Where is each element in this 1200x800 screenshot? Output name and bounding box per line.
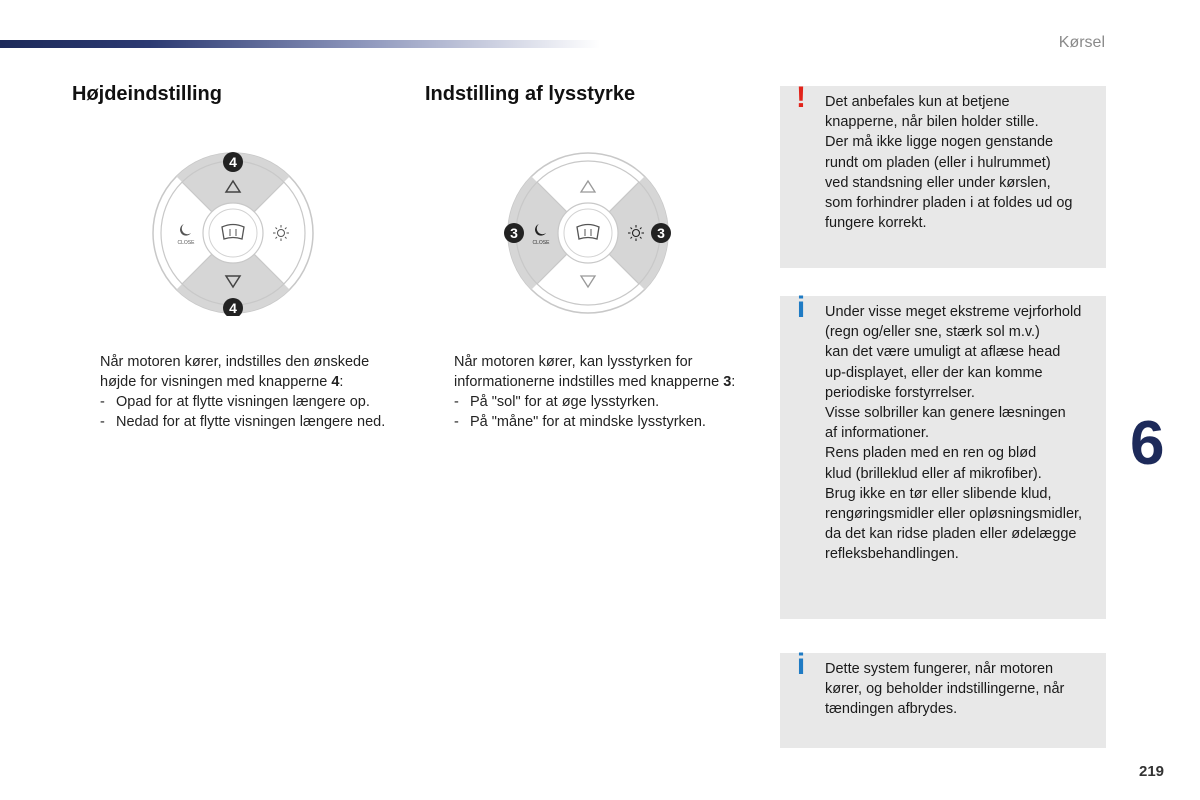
text-line: knapperne, når bilen holder stille. — [825, 114, 1039, 131]
text-line: fungere korrekt. — [825, 215, 927, 232]
warning-icon: ! — [796, 81, 806, 114]
section-label: Kørsel — [1058, 34, 1105, 51]
heading-height-adjustment: Højdeindstilling — [72, 83, 222, 105]
text-line: rundt om pladen (eller i hulrummet) — [825, 154, 1051, 171]
dash: - — [454, 414, 459, 430]
dash: - — [100, 414, 105, 430]
bullet-item — [72, 352, 407, 392]
info-text — [825, 659, 1100, 720]
text-line: refleksbehandlingen. — [825, 546, 959, 563]
button-ref: 4 — [331, 374, 340, 390]
callout-left: 3 — [510, 225, 518, 241]
bullet-text-colon: : — [731, 374, 736, 390]
bullet-item — [426, 352, 766, 392]
info-box-system — [780, 648, 1106, 748]
text-line: (regn og/eller sne, stærk sol m.v.) — [825, 324, 1040, 341]
bullet-text-1: Når motoren kører, indstilles den ønskede — [100, 354, 370, 370]
brightness-control-illustration — [500, 150, 676, 316]
text-line: klud (brilleklud eller af mikrofiber). — [825, 465, 1042, 482]
text-line: som forhindrer pladen i at foldes ud og — [825, 195, 1073, 212]
sub-item — [426, 412, 766, 432]
warning-box — [780, 81, 1106, 268]
bullet-text-1: Når motoren kører, kan lysstyrken for — [454, 354, 693, 370]
text-line: Under visse meget ekstreme vejrforhold — [825, 304, 1082, 320]
dash: - — [454, 394, 459, 410]
info-icon: i — [796, 648, 806, 681]
text-line: Brug ikke en tør eller slibende klud, — [825, 485, 1052, 502]
bullet-text-2: højde for visningen med knapperne — [100, 374, 332, 390]
sub-item-text: På "sol" for at øge lysstyrken. — [470, 394, 660, 410]
sub-item — [72, 412, 407, 432]
text-line: Der må ikke ligge nogen genstande — [825, 134, 1054, 151]
sub-item-text: Nedad for at flytte visningen længere ned. — [116, 414, 386, 430]
warning-text — [825, 92, 1100, 233]
height-control-illustration — [150, 150, 316, 316]
button-ref: 3 — [723, 374, 732, 390]
sub-item — [72, 392, 407, 412]
info-icon: i — [796, 291, 806, 324]
sub-item-text: Opad for at flytte visningen længere op. — [116, 394, 370, 410]
text-line: periodiske forstyrrelser. — [825, 384, 975, 401]
text-line: rengøringsmidler eller opløsningsmidler, — [825, 506, 1083, 523]
info-text — [825, 302, 1100, 565]
callout-bottom: 4 — [229, 300, 237, 316]
text-line: da det kan ridse pladen eller ødelægge — [825, 526, 1077, 543]
text-line: af informationer. — [825, 425, 929, 442]
page-number: 219 — [1139, 763, 1165, 780]
text-line: tændingen afbrydes. — [825, 701, 958, 718]
height-instructions — [72, 352, 407, 432]
brightness-instructions — [426, 352, 766, 432]
callout-right: 3 — [657, 225, 665, 241]
dash: - — [100, 394, 105, 410]
header-gradient-bar — [0, 40, 600, 48]
text-line: kører, og beholder indstillingerne, når — [825, 681, 1065, 698]
text-line: ved standsning eller under kørslen, — [825, 174, 1051, 191]
close-label: CLOSE — [532, 240, 550, 246]
bullet-text-2: informationerne indstilles med knapperne — [454, 374, 724, 390]
text-line: Rens pladen med en ren og blød — [825, 445, 1037, 462]
callout-top: 4 — [229, 154, 237, 170]
sub-item — [426, 392, 766, 412]
text-line: up-displayet, eller der kan komme — [825, 364, 1043, 381]
chapter-number: 6 — [1130, 409, 1165, 478]
heading-brightness-adjustment: Indstilling af lysstyrke — [425, 83, 636, 105]
sub-item-text: På "måne" for at mindske lysstyrken. — [470, 414, 706, 430]
text-line: Det anbefales kun at betjene — [825, 94, 1010, 110]
info-box-visibility — [780, 291, 1106, 619]
text-line: Dette system fungerer, når motoren — [825, 661, 1054, 677]
text-line: Visse solbriller kan genere læsningen — [825, 405, 1066, 422]
bullet-text-colon: : — [339, 374, 344, 390]
text-line: kan det være umuligt at aflæse head — [825, 344, 1061, 361]
close-label: CLOSE — [177, 240, 195, 246]
